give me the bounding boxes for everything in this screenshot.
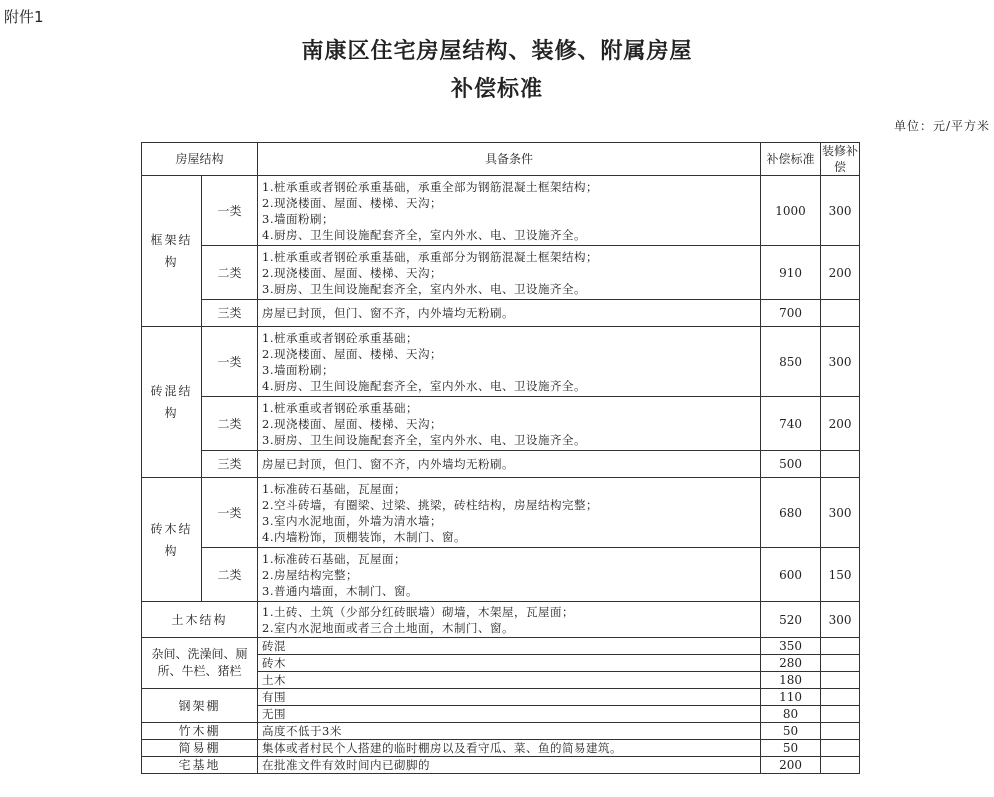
steel-shed-label: 钢架棚 (142, 689, 258, 723)
bamboo-shed-label: 竹木棚 (142, 723, 258, 740)
compensation-value: 520 (761, 602, 821, 638)
compensation-value: 1000 (761, 176, 821, 246)
conditions-cell (258, 327, 761, 397)
decoration-value: 200 (821, 246, 860, 300)
conditions-cell (258, 602, 761, 638)
conditions-cell (258, 451, 761, 478)
condition-line: 3.普通内墙面，木制门、窗。 (262, 583, 418, 598)
header-compensation: 补偿标准 (761, 143, 821, 176)
class-label: 一类 (202, 327, 258, 397)
conditions-cell: 高度不低于3米 (258, 723, 761, 740)
table-row (142, 757, 860, 774)
compensation-value: 80 (761, 706, 821, 723)
condition-line: 2.现浇楼面、屋面、楼梯、天沟； (262, 195, 442, 210)
header-structure: 房屋结构 (142, 143, 258, 176)
condition-line: 1.土砖、土筑（少部分红砖眠墙）砌墙，木架屋，瓦屋面； (262, 604, 574, 619)
condition-line: 2.现浇楼面、屋面、楼梯、天沟； (262, 265, 442, 280)
compensation-value: 280 (761, 655, 821, 672)
decoration-value: 300 (821, 478, 860, 548)
misc-building-label: 杂间、洗澡间、厕所、牛栏、猪栏 (142, 638, 258, 689)
condition-line: 1.桩承重或者钢砼承重基础； (262, 330, 418, 345)
conditions-cell: 无围 (258, 706, 761, 723)
condition-line: 2.现浇楼面、屋面、楼梯、天沟； (262, 416, 442, 431)
class-label: 三类 (202, 451, 258, 478)
decoration-value (821, 300, 860, 327)
table-row (142, 638, 860, 655)
condition-line: 2.房屋结构完整； (262, 567, 358, 582)
brick-concrete-label: 砖混结构 (142, 327, 202, 478)
table-row (142, 246, 860, 300)
condition-line: 1.桩承重或者钢砼承重基础； (262, 400, 418, 415)
table-row (142, 689, 860, 706)
compensation-value: 740 (761, 397, 821, 451)
conditions-cell: 有围 (258, 689, 761, 706)
compensation-value: 350 (761, 638, 821, 655)
conditions-cell: 集体或者村民个人搭建的临时棚房以及看守瓜、菜、鱼的简易建筑。 (258, 740, 761, 757)
condition-line: 1.标准砖石基础，瓦屋面； (262, 551, 406, 566)
condition-line: 4.厨房、卫生间设施配套齐全，室内外水、电、卫设施齐全。 (262, 378, 586, 393)
compensation-value: 850 (761, 327, 821, 397)
compensation-value: 110 (761, 689, 821, 706)
brick-wood-label: 砖木结构 (142, 478, 202, 602)
table-row (142, 451, 860, 478)
homestead-label: 宅基地 (142, 757, 258, 774)
decoration-value (821, 689, 860, 706)
conditions-cell (258, 478, 761, 548)
attachment-label: 附件1 (4, 8, 44, 26)
decoration-value (821, 706, 860, 723)
condition-line: 2.空斗砖墙，有圈梁、过梁、挑梁，砖柱结构，房屋结构完整； (262, 497, 598, 512)
condition-line: 1.桩承重或者钢砼承重基础，承重部分为钢筋混凝土框架结构； (262, 249, 598, 264)
conditions-cell: 在批准文件有效时间内已砌脚的 (258, 757, 761, 774)
condition-line: 2.室内水泥地面或者三合土地面，木制门、窗。 (262, 620, 514, 635)
decoration-value: 300 (821, 327, 860, 397)
decoration-value: 200 (821, 397, 860, 451)
condition-line: 房屋已封顶，但门、窗不齐，内外墙均无粉刷。 (262, 457, 515, 471)
table-row (142, 176, 860, 246)
class-label: 一类 (202, 478, 258, 548)
compensation-value: 180 (761, 672, 821, 689)
conditions-cell (258, 176, 761, 246)
conditions-cell (258, 397, 761, 451)
frame-structure-label: 框架结构 (142, 176, 202, 327)
table-row (142, 602, 860, 638)
class-label: 二类 (202, 246, 258, 300)
compensation-value: 50 (761, 723, 821, 740)
conditions-cell: 砖木 (258, 655, 761, 672)
decoration-value (821, 672, 860, 689)
table-row (142, 397, 860, 451)
condition-line: 3.墙面粉刷； (262, 362, 334, 377)
table-row (142, 478, 860, 548)
condition-line: 1.标准砖石基础，瓦屋面； (262, 481, 406, 496)
earth-wood-label: 土木结构 (142, 602, 258, 638)
compensation-value: 910 (761, 246, 821, 300)
conditions-cell: 砖混 (258, 638, 761, 655)
condition-line: 3.厨房、卫生间设施配套齐全，室内外水、电、卫设施齐全。 (262, 432, 586, 447)
table-row (142, 548, 860, 602)
decoration-value (821, 451, 860, 478)
decoration-value (821, 655, 860, 672)
unit-label: 单位：元/平方米 (893, 119, 990, 133)
compensation-value: 500 (761, 451, 821, 478)
compensation-table (141, 142, 860, 774)
conditions-cell (258, 246, 761, 300)
header-conditions: 具备条件 (258, 143, 761, 176)
decoration-value (821, 757, 860, 774)
decoration-value: 300 (821, 176, 860, 246)
compensation-value: 700 (761, 300, 821, 327)
compensation-value: 600 (761, 548, 821, 602)
class-label: 二类 (202, 548, 258, 602)
table-row (142, 300, 860, 327)
condition-line: 3.室内水泥地面，外墙为清水墙； (262, 513, 442, 528)
table-row (142, 723, 860, 740)
class-label: 三类 (202, 300, 258, 327)
condition-line: 3.墙面粉刷； (262, 211, 334, 226)
header-decoration: 装修补偿 (822, 144, 859, 174)
simple-shed-label: 简易棚 (142, 740, 258, 757)
decoration-value (821, 723, 860, 740)
compensation-value: 50 (761, 740, 821, 757)
decoration-value (821, 740, 860, 757)
condition-line: 4.厨房、卫生间设施配套齐全，室内外水、电、卫设施齐全。 (262, 227, 586, 242)
conditions-cell (258, 548, 761, 602)
condition-line: 1.桩承重或者钢砼承重基础，承重全部为钢筋混凝土框架结构； (262, 179, 598, 194)
table-row (142, 740, 860, 757)
table-header-row (142, 143, 860, 176)
decoration-value: 300 (821, 602, 860, 638)
condition-line: 2.现浇楼面、屋面、楼梯、天沟； (262, 346, 442, 361)
table-row (142, 327, 860, 397)
decoration-value (821, 638, 860, 655)
condition-line: 4.内墙粉饰，顶棚装饰，木制门、窗。 (262, 529, 466, 544)
compensation-value: 200 (761, 757, 821, 774)
condition-line: 房屋已封顶，但门、窗不齐，内外墙均无粉刷。 (262, 306, 515, 320)
page-subtitle: 补偿标准 (450, 77, 543, 102)
compensation-value: 680 (761, 478, 821, 548)
decoration-value: 150 (821, 548, 860, 602)
conditions-cell (258, 300, 761, 327)
conditions-cell: 土木 (258, 672, 761, 689)
condition-line: 3.厨房、卫生间设施配套齐全，室内外水、电、卫设施齐全。 (262, 281, 586, 296)
page-title: 南康区住宅房屋结构、装修、附属房屋 (301, 39, 693, 64)
class-label: 二类 (202, 397, 258, 451)
class-label: 一类 (202, 176, 258, 246)
